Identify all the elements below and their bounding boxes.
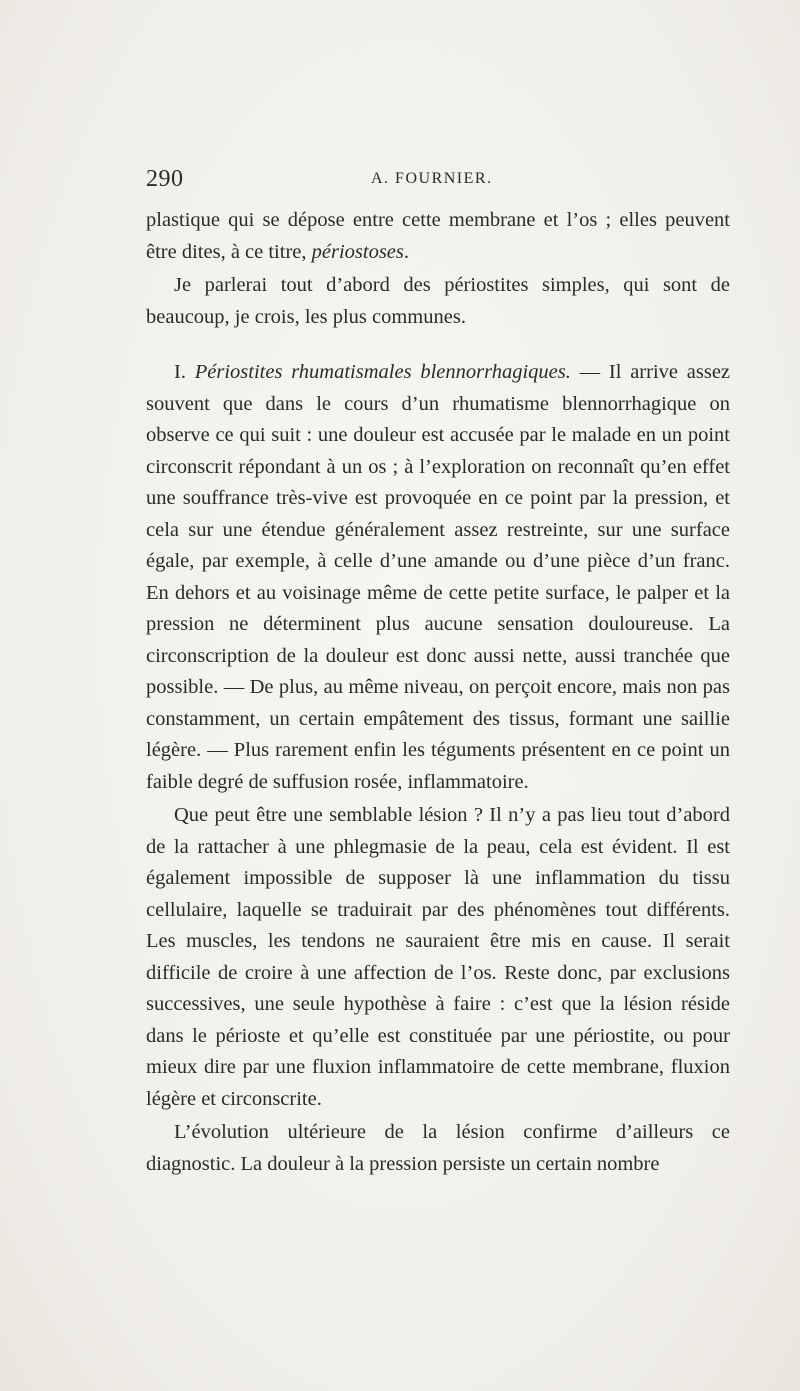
page-number: 290 [146, 166, 184, 192]
body-text [146, 205, 730, 1180]
paragraph-5: L’évolution ultérieure de la lésion confirme d’ailleurs ce diagnostic. La douleur à la pression persiste un certain nombre [146, 1121, 730, 1175]
running-head: A. FOURNIER. [371, 170, 493, 187]
paragraph-2: Je parlerai tout d’abord des périostites simples, qui sont de beaucoup, je crois, les plus communes. [146, 274, 730, 328]
paragraph-4: Que peut être une semblable lésion ? Il n’y a pas lieu tout d’abord de la rattacher à une phlegmasie de la peau, cela est évident. Il est également impossible de supposer là une inflammation du tissu cellulaire, laquelle se traduirait par des phénomènes tout différents. Les muscles, les tendons ne sauraient être mis en cause. Il serait difficile de croire à une affection de l’os. Reste donc, par exclusions successives, une seule hypothèse à faire : c’est que la lésion réside dans le périoste et qu’elle est constituée par une périostite, ou pour mieux dire par une fluxion inflammatoire de cette membrane, fluxion légère et circonscrite. [146, 804, 730, 1110]
page-header [146, 166, 730, 196]
paragraph-1: plastique qui se dépose entre cette membrane et l’os ; elles peuvent être dites, à ce titre, périostoses. [146, 209, 730, 263]
section-title: Périostites rhumatismales blennorrhagiques. [194, 361, 571, 383]
italic-term: périostoses [311, 240, 404, 263]
section-numeral: I. [174, 361, 186, 383]
paragraph-section-1: I. Périostites rhumatismales blennorrhagiques. — Il arrive assez souvent que dans le cours d’un rhumatisme blennorrhagique on observe ce qui suit : une douleur est accusée par le malade en un point circonscrit répondant à un os ; à l’exploration on reconnaît qu’en effet une souffrance très-vive est provoquée en ce point par la pression, et cela sur une étendue généralement assez restreinte, sur une surface égale, par exemple, à celle d’une amande ou d’une pièce d’un franc. En dehors et au voisinage même de cette petite surface, le palper et la pression ne déterminent plus aucune sensation douloureuse. La circonscription de la douleur est donc aussi nette, aussi tranchée que possible. — De plus, au même niveau, on perçoit encore, mais non pas constamment, un certain empâtement des tissus, formant une saillie légère. — Plus rarement enfin les téguments présentent en ce point un faible degré de suffusion rosée, inflammatoire. [146, 361, 731, 793]
